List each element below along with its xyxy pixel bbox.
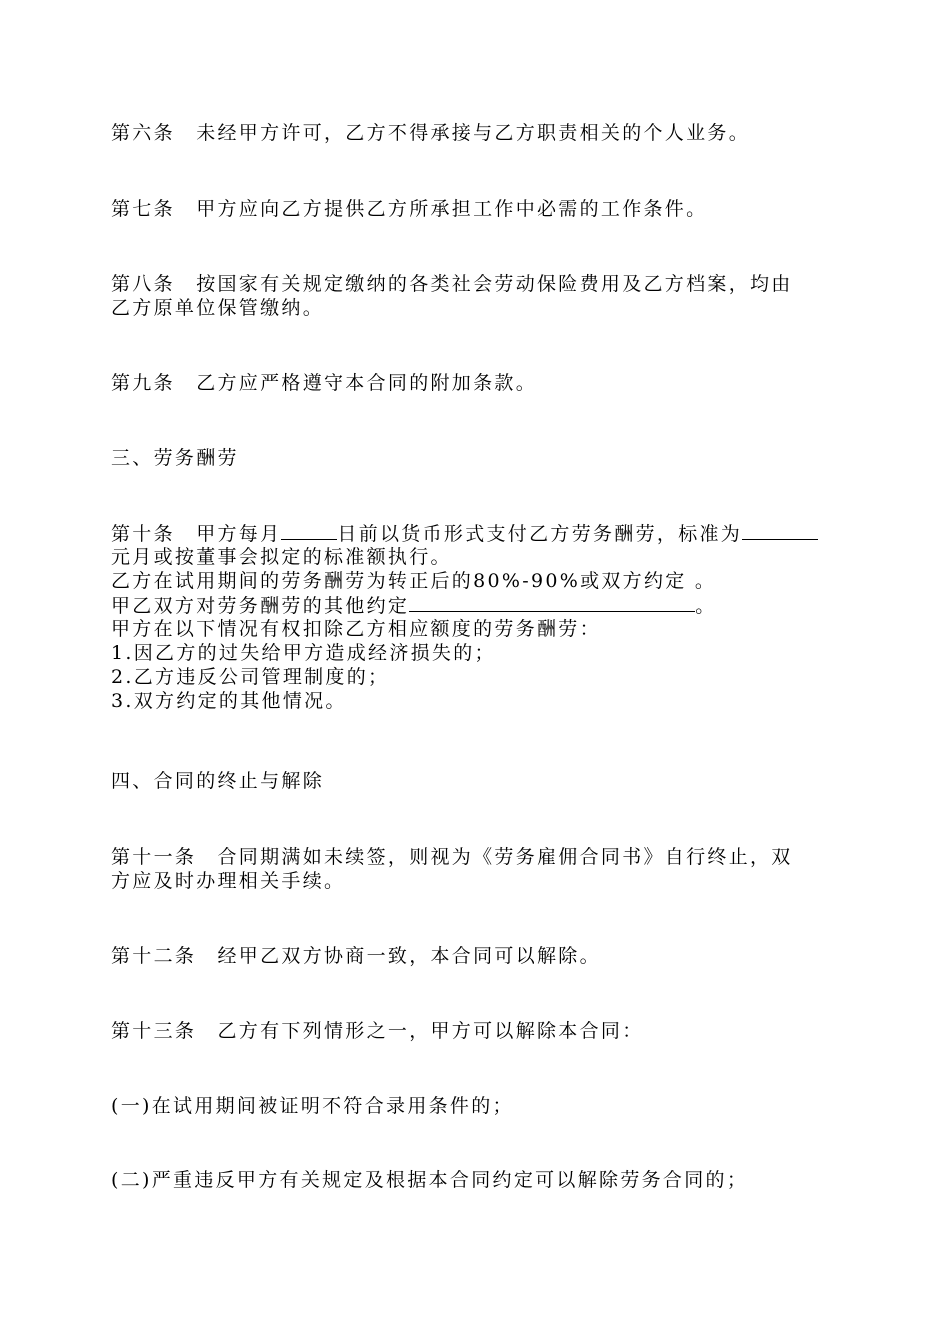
article-10-line-1-mid: 日前以货币形式支付乙方劳务酬劳，标准为 — [337, 523, 743, 545]
article-10-line-2: 元月或按董事会拟定的标准额执行。 — [111, 546, 452, 568]
article-6-text: 第六条 未经甲方许可，乙方不得承接与乙方职责相关的个人业务。 — [111, 122, 751, 144]
article-10-line-4 — [111, 593, 846, 617]
article-7 — [111, 197, 846, 221]
article-10-line-4-start: 甲乙双方对劳务酬劳的其他约定 — [111, 595, 410, 617]
article-11 — [111, 845, 846, 893]
article-13 — [111, 1019, 846, 1043]
section-4-title: 四、合同的终止与解除 — [111, 770, 325, 792]
article-8-line-1: 第八条 按国家有关规定缴纳的各类社会劳动保险费用及乙方档案，均由 — [111, 273, 793, 295]
article-8 — [111, 272, 846, 320]
article-9-text: 第九条 乙方应严格遵守本合同的附加条款。 — [111, 372, 538, 394]
other-agreement-blank — [409, 593, 695, 612]
article-7-text: 第七条 甲方应向乙方提供乙方所承担工作中必需的工作条件。 — [111, 198, 708, 220]
article-11-line-2: 方应及时办理相关手续。 — [111, 870, 346, 892]
article-12 — [111, 944, 846, 968]
day-blank — [281, 521, 337, 540]
article-9 — [111, 371, 846, 395]
article-13-item-1 — [111, 1094, 846, 1118]
article-10-line-7: 2.乙方违反公司管理制度的； — [111, 666, 390, 688]
article-11-line-1: 第十一条 合同期满如未续签，则视为《劳务雇佣合同书》自行终止，双 — [111, 846, 793, 868]
item-2-text: (二)严重违反甲方有关规定及根据本合同约定可以解除劳务合同的； — [111, 1169, 749, 1191]
section-4-heading — [111, 769, 846, 793]
article-10-line-6: 1.因乙方的过失给甲方造成经济损失的； — [111, 642, 496, 664]
article-10-line-4-end: 。 — [695, 595, 717, 617]
article-8-line-2: 乙方原单位保管缴纳。 — [111, 297, 325, 319]
article-10-line-3: 乙方在试用期间的劳务酬劳为转正后的80%-90%或双方约定 。 — [111, 570, 717, 592]
article-10-line-5: 甲方在以下情况有权扣除乙方相应额度的劳务酬劳： — [111, 618, 601, 640]
article-12-text: 第十二条 经甲乙双方协商一致，本合同可以解除。 — [111, 945, 601, 967]
article-6 — [111, 121, 846, 145]
article-10-line-1 — [111, 521, 846, 545]
article-10 — [111, 521, 846, 713]
article-10-line-8: 3.双方约定的其他情况。 — [111, 690, 347, 712]
article-10-line-1-start: 第十条 甲方每月 — [111, 523, 282, 545]
amount-blank — [742, 521, 818, 540]
article-13-text: 第十三条 乙方有下列情形之一，甲方可以解除本合同： — [111, 1020, 644, 1042]
item-1-text: (一)在试用期间被证明不符合录用条件的； — [111, 1095, 514, 1117]
section-3-title: 三、劳务酬劳 — [111, 447, 239, 469]
section-3-heading — [111, 446, 846, 470]
article-13-item-2 — [111, 1168, 846, 1192]
